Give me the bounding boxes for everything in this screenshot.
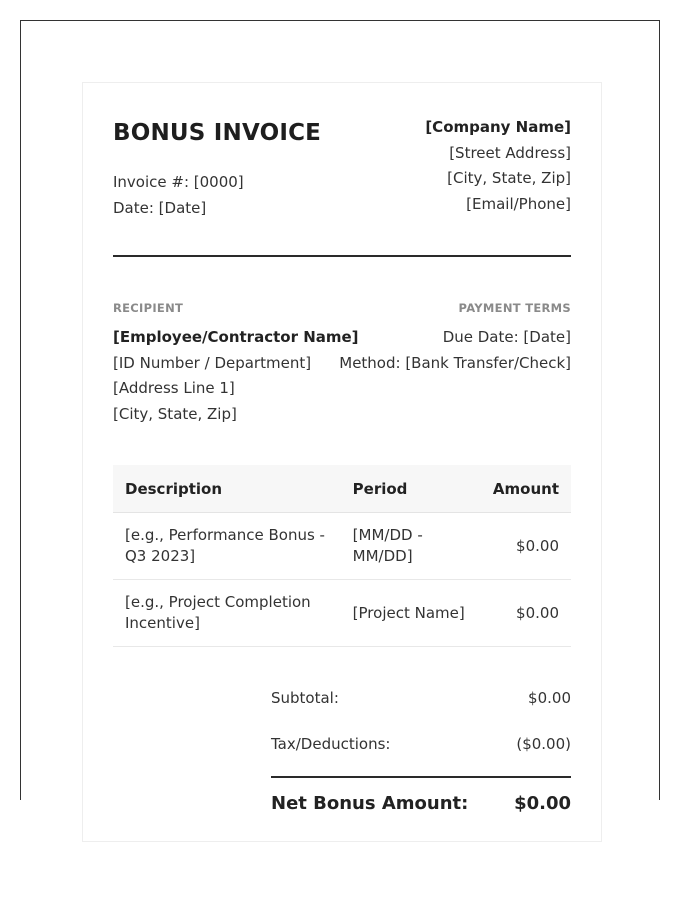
row-amount: $0.00 <box>481 580 571 647</box>
recipient-block <box>113 301 359 428</box>
table-row <box>113 580 571 647</box>
invoice-title: BONUS INVOICE <box>113 120 322 146</box>
recipient-city: [City, State, Zip] <box>113 405 237 424</box>
line-items-table <box>113 465 571 647</box>
recipient-label: RECIPIENT <box>113 301 184 315</box>
company-street: [Street Address] <box>449 143 571 162</box>
payment-terms-label: PAYMENT TERMS <box>458 301 571 315</box>
tax-value: ($0.00) <box>516 735 571 753</box>
company-city: [City, State, Zip] <box>447 169 571 187</box>
invoice-number: Invoice #: [0000] <box>113 173 244 191</box>
header-divider <box>113 255 571 257</box>
invoice-meta <box>113 169 244 221</box>
row-amount: $0.00 <box>481 513 571 580</box>
net-value: $0.00 <box>514 793 571 814</box>
row-period: [Project Name] <box>341 580 481 647</box>
row-description: [e.g., Performance Bonus - Q3 2023] <box>113 513 341 580</box>
row-period: [MM/DD - MM/DD] <box>341 513 481 580</box>
totals-divider <box>271 776 571 778</box>
invoice-sheet <box>82 82 602 842</box>
subtotal-label: Subtotal: <box>271 689 339 707</box>
table-header-row <box>113 465 571 513</box>
recipient-name: [Employee/Contractor Name] <box>113 328 359 346</box>
subtotal-value: $0.00 <box>528 689 571 707</box>
invoice-date: Date: [Date] <box>113 199 207 217</box>
due-date: Due Date: [Date] <box>442 328 571 346</box>
table-row <box>113 513 571 580</box>
header-period: Period <box>341 465 481 513</box>
recipient-id: [ID Number / Department] <box>113 353 312 372</box>
company-contact: [Email/Phone] <box>466 194 571 213</box>
net-label: Net Bonus Amount: <box>271 793 469 814</box>
row-description: [e.g., Project Completion Incentive] <box>113 580 341 647</box>
page-frame <box>20 20 660 814</box>
recipient-address: [Address Line 1] <box>113 379 235 398</box>
company-block <box>425 115 571 217</box>
header-description: Description <box>113 465 341 513</box>
company-name: [Company Name] <box>425 118 571 136</box>
header-amount: Amount <box>481 465 571 513</box>
payment-terms-block <box>339 301 571 376</box>
payment-method: Method: [Bank Transfer/Check] <box>339 353 571 372</box>
tax-label: Tax/Deductions: <box>271 735 391 753</box>
